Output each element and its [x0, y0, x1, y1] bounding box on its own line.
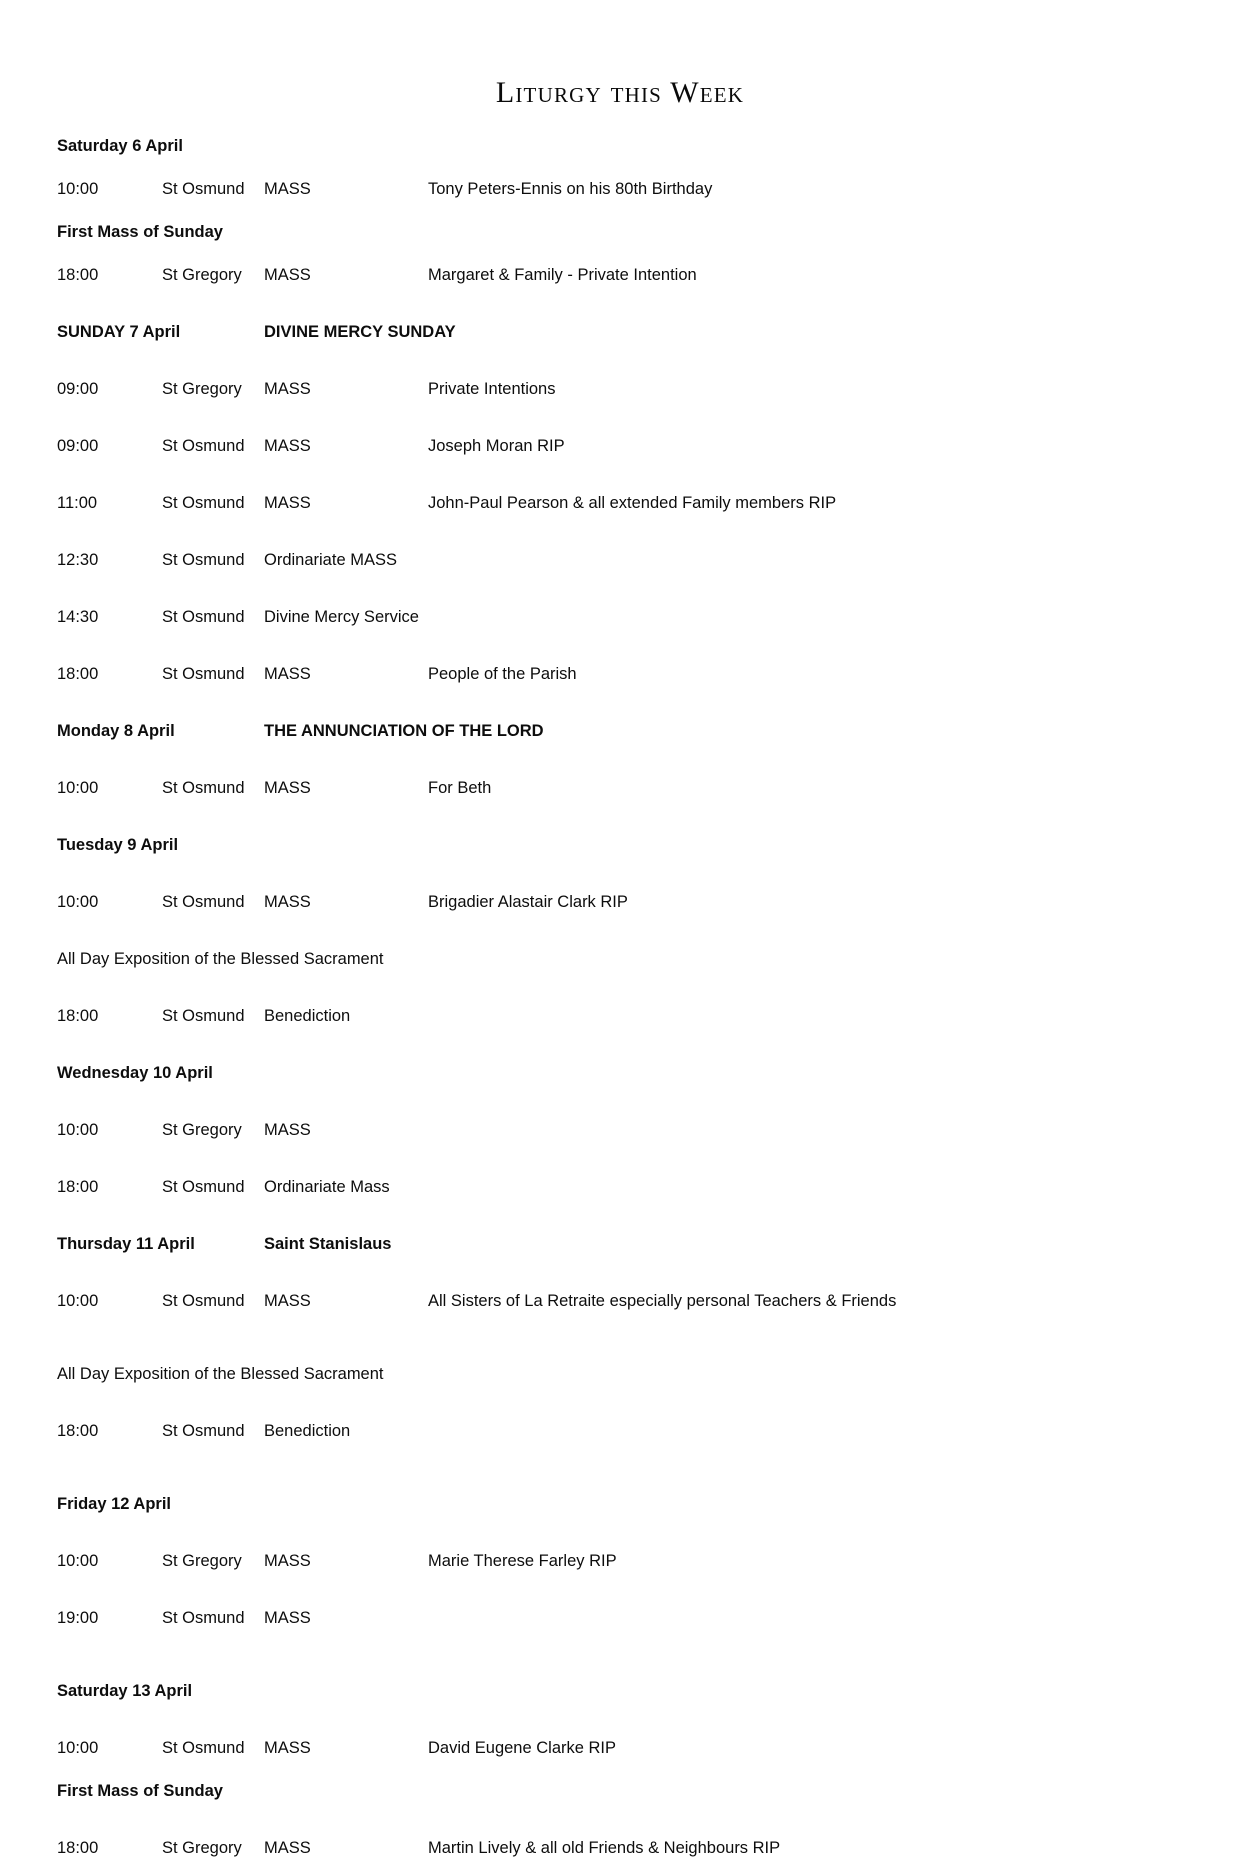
- day-heading-date: Saturday 6 April: [57, 137, 183, 155]
- service-row: [57, 1418, 1177, 1445]
- service-intention: Martin Lively & all old Friends & Neighbours RIP: [428, 1839, 781, 1857]
- service-row: [57, 604, 1177, 631]
- day-heading-row: [57, 1778, 1177, 1805]
- service-type: MASS: [264, 1552, 311, 1570]
- service-venue: St Osmund: [162, 665, 245, 683]
- service-venue: St Osmund: [162, 1007, 245, 1025]
- service-venue: St Gregory: [162, 1121, 242, 1139]
- day-heading-date: Wednesday 10 April: [57, 1064, 213, 1082]
- service-row: [57, 1548, 1177, 1575]
- service-time: 18:00: [57, 1839, 99, 1857]
- service-row: [57, 1605, 1177, 1632]
- service-type: MASS: [264, 266, 311, 284]
- service-intention: Margaret & Family - Private Intention: [428, 266, 697, 284]
- service-type: MASS: [264, 1609, 311, 1627]
- service-time: 19:00: [57, 1609, 99, 1627]
- day-heading-row: [57, 319, 1177, 346]
- service-intention: Brigadier Alastair Clark RIP: [428, 893, 628, 911]
- service-venue: St Gregory: [162, 266, 242, 284]
- service-intention: For Beth: [428, 779, 492, 797]
- service-type: MASS: [264, 1121, 311, 1139]
- liturgy-schedule: [57, 133, 1177, 1862]
- service-row: [57, 889, 1177, 916]
- service-type: MASS: [264, 494, 311, 512]
- service-venue: St Osmund: [162, 1609, 245, 1627]
- service-venue: St Gregory: [162, 380, 242, 398]
- service-venue: St Osmund: [162, 1739, 245, 1757]
- service-venue: St Osmund: [162, 1292, 245, 1310]
- service-time: 18:00: [57, 1178, 99, 1196]
- service-time: 10:00: [57, 1121, 99, 1139]
- service-row: [57, 1174, 1177, 1201]
- service-type: MASS: [264, 665, 311, 683]
- service-venue: St Osmund: [162, 1178, 245, 1196]
- service-venue: St Osmund: [162, 180, 245, 198]
- day-heading-date: First Mass of Sunday: [57, 1782, 223, 1800]
- service-row: [57, 1003, 1177, 1030]
- page-title: Liturgy this Week: [495, 76, 745, 109]
- day-heading-feast: THE ANNUNCIATION OF THE LORD: [264, 722, 544, 740]
- day-heading-row: [57, 718, 1177, 745]
- service-venue: St Osmund: [162, 1422, 245, 1440]
- service-intention: John-Paul Pearson & all extended Family members RIP: [428, 494, 837, 512]
- day-heading-row: [57, 1060, 1177, 1087]
- day-heading-date: Tuesday 9 April: [57, 836, 179, 854]
- service-time: 09:00: [57, 437, 99, 455]
- service-row: [57, 490, 1177, 517]
- service-time: 10:00: [57, 893, 99, 911]
- service-row: [57, 376, 1177, 403]
- day-heading-row: [57, 133, 1177, 160]
- day-note-text: All Day Exposition of the Blessed Sacrament: [57, 1365, 384, 1383]
- service-intention: David Eugene Clarke RIP: [428, 1739, 617, 1757]
- service-venue: St Osmund: [162, 551, 245, 569]
- service-type: MASS: [264, 380, 311, 398]
- day-heading-row: [57, 219, 1177, 246]
- service-time: 10:00: [57, 180, 99, 198]
- day-heading-feast: Saint Stanislaus: [264, 1235, 392, 1253]
- day-heading-row: [57, 1491, 1177, 1518]
- day-heading-feast: DIVINE MERCY SUNDAY: [264, 323, 456, 341]
- service-time: 18:00: [57, 266, 99, 284]
- day-heading-date: Monday 8 April: [57, 722, 175, 740]
- day-heading-row: [57, 832, 1177, 859]
- service-row: [57, 775, 1177, 802]
- service-venue: St Gregory: [162, 1839, 242, 1857]
- service-intention: Joseph Moran RIP: [428, 437, 565, 455]
- day-heading-date: Friday 12 April: [57, 1495, 172, 1513]
- service-intention: Marie Therese Farley RIP: [428, 1552, 617, 1570]
- service-type: MASS: [264, 893, 311, 911]
- service-venue: St Osmund: [162, 893, 245, 911]
- service-time: 11:00: [57, 494, 98, 512]
- service-row: [57, 262, 1177, 289]
- service-time: 10:00: [57, 779, 99, 797]
- service-row: [57, 547, 1177, 574]
- service-type: MASS: [264, 779, 311, 797]
- service-type: Ordinariate MASS: [264, 551, 397, 569]
- day-note-text: All Day Exposition of the Blessed Sacrament: [57, 950, 384, 968]
- service-row: [57, 661, 1177, 688]
- service-venue: St Gregory: [162, 1552, 242, 1570]
- service-time: 14:30: [57, 608, 99, 626]
- service-time: 10:00: [57, 1739, 99, 1757]
- service-time: 18:00: [57, 1422, 99, 1440]
- day-heading-date: SUNDAY 7 April: [57, 323, 181, 341]
- day-heading-row: [57, 1678, 1177, 1705]
- service-time: 12:30: [57, 551, 99, 569]
- service-type: Divine Mercy Service: [264, 608, 419, 626]
- service-time: 10:00: [57, 1292, 99, 1310]
- service-intention: People of the Parish: [428, 665, 577, 683]
- service-intention: Tony Peters-Ennis on his 80th Birthday: [428, 180, 713, 198]
- service-type: Benediction: [264, 1007, 351, 1025]
- service-time: 10:00: [57, 1552, 99, 1570]
- service-venue: St Osmund: [162, 494, 245, 512]
- service-row: [57, 1288, 1177, 1315]
- day-note-row: [57, 1361, 1177, 1388]
- service-row: [57, 1835, 1177, 1862]
- service-intention: Private Intentions: [428, 380, 556, 398]
- service-venue: St Osmund: [162, 437, 245, 455]
- service-row: [57, 176, 1177, 203]
- day-heading-row: [57, 1231, 1177, 1258]
- service-type: MASS: [264, 180, 311, 198]
- service-row: [57, 433, 1177, 460]
- service-row: [57, 1117, 1177, 1144]
- service-type: Benediction: [264, 1422, 351, 1440]
- day-heading-date: Thursday 11 April: [57, 1235, 195, 1253]
- service-intention: All Sisters of La Retraite especially personal Teachers & Friends: [428, 1292, 897, 1310]
- day-heading-date: Saturday 13 April: [57, 1682, 193, 1700]
- day-heading-date: First Mass of Sunday: [57, 223, 223, 241]
- service-type: MASS: [264, 437, 311, 455]
- service-type: MASS: [264, 1739, 311, 1757]
- service-type: MASS: [264, 1292, 311, 1310]
- service-type: Ordinariate Mass: [264, 1178, 390, 1196]
- day-note-row: [57, 946, 1177, 973]
- service-row: [57, 1735, 1177, 1762]
- service-venue: St Osmund: [162, 608, 245, 626]
- service-time: 18:00: [57, 665, 99, 683]
- service-venue: St Osmund: [162, 779, 245, 797]
- service-time: 18:00: [57, 1007, 99, 1025]
- service-type: MASS: [264, 1839, 311, 1857]
- service-time: 09:00: [57, 380, 99, 398]
